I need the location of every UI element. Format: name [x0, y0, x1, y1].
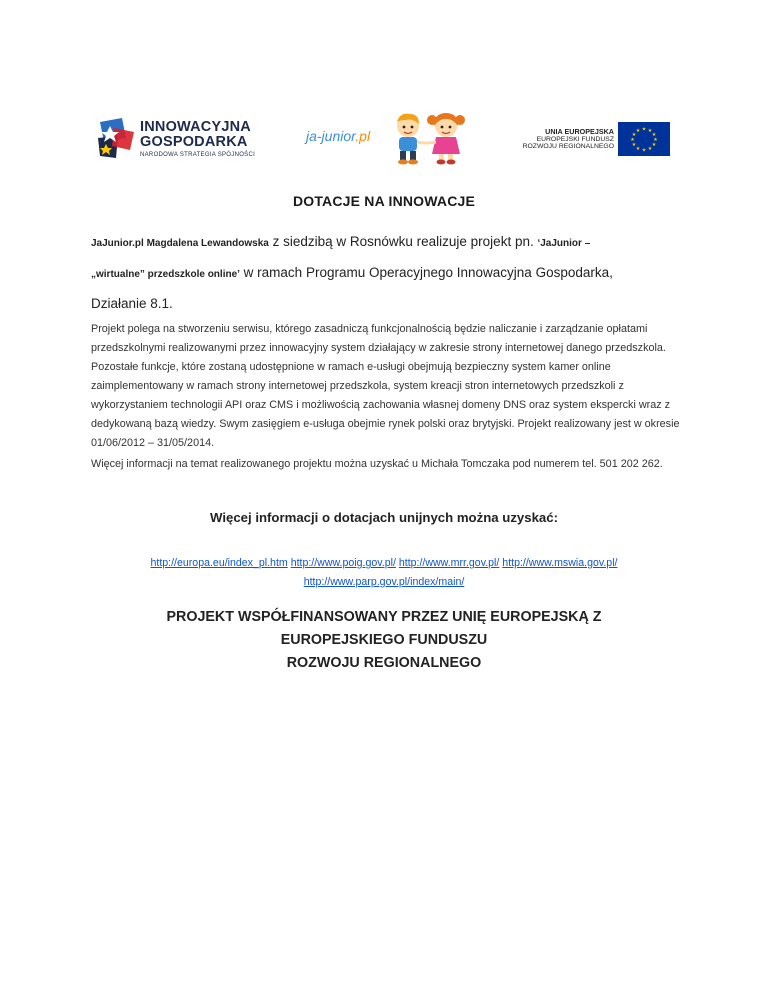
project-name-part-a: ‘JaJunior – [537, 238, 591, 249]
svg-text:★: ★ [647, 128, 653, 134]
project-description: Projekt polega na stworzeniu serwisu, którego zasadniczą funkcjonalnością będzie naliczanie i zarządzanie opłatami przedszkolnymi realizowanymi przez innowacyjny system działający w zakresie strony internetowej danego przedszkola. Pozostałe funkcje, które zostaną udostępnione w ramach e-usługi obejmują bezpieczny system kamer online zaimplementowany w ramach strony internetowej przedszkola, system kreacji stron internetowych przedszkoli z wykorzystaniem technologii API oraz CMS i możliwością zachowania własnej domeny DNS oraz system ekspercki wraz z dedykowaną bazą wiedzy. Swym zasięgiem e-usługa obejmie rynek polski oraz brytyjski. Projekt realizowany jest w okresie 01/06/2012 – 31/05/2014. [91, 323, 680, 449]
intro-paragraph [91, 227, 691, 318]
eu-logo-line3: ROZWOJU REGIONALNEGO [522, 142, 614, 150]
ja-junior-wordmark-domain: .pl [355, 128, 371, 144]
ja-junior-wordmark-main: ja-junior [306, 128, 356, 144]
cofinancing-line1: PROJEKT WSPÓŁFINANSOWANY PRZEZ UNIĘ EUROPEJSKĄ Z [166, 609, 602, 625]
logo-bar [0, 110, 768, 170]
innowacyjna-gospodarka-emblem-icon [96, 116, 138, 160]
link-mswia[interactable]: http://www.mswia.gov.pl/ [502, 557, 618, 569]
company-name: JaJunior.pl Magdalena Lewandowska [91, 238, 269, 249]
svg-text:★: ★ [651, 142, 657, 148]
svg-text:★: ★ [653, 137, 658, 143]
more-info-heading: Więcej informacji o dotacjach unijnych można uzyskać: [210, 510, 558, 525]
intro-text-3: Działanie 8.1. [91, 296, 173, 311]
link-poig[interactable]: http://www.poig.gov.pl/ [290, 557, 396, 569]
svg-text:★: ★ [631, 142, 637, 148]
ja-junior-wordmark [306, 128, 370, 144]
intro-text-1: z siedzibą w Rosnówku realizuje projekt pn. [268, 234, 538, 249]
ja-junior-logo [306, 110, 476, 170]
svg-text:★: ★ [641, 147, 647, 154]
svg-text:★: ★ [641, 126, 647, 133]
eu-logo-line1: UNIA EUROPEJSKA [545, 127, 614, 136]
eu-logo-line2: EUROPEJSKI FUNDUSZ [536, 135, 614, 143]
cofinancing-line2: EUROPEJSKIEGO FUNDUSZU [280, 632, 488, 648]
project-name-part-b: „wirtualne” przedszkole online’ [91, 269, 240, 280]
link-europa[interactable]: http://europa.eu/index_pl.htm [150, 557, 288, 569]
eu-fund-logo [520, 122, 670, 158]
page-title: DOTACJE NA INNOWACJE [292, 193, 476, 209]
intro-text-2: w ramach Programu Operacyjnego Innowacyjna Gospodarka, [239, 265, 613, 280]
ig-logo-line2: GOSPODARKA [140, 133, 248, 150]
svg-text:★: ★ [630, 137, 635, 143]
contact-info: Więcej informacji na temat realizowanego projektu można uzyskać u Michała Tomczaka pod numerem tel. 501 202 262. [91, 458, 663, 470]
svg-text:★: ★ [651, 132, 657, 138]
cofinancing-statement [0, 606, 768, 675]
ig-logo-line1: INNOWACYJNA [140, 119, 251, 135]
svg-text:★: ★ [635, 128, 641, 134]
links-block [0, 554, 768, 592]
link-mrr[interactable]: http://www.mrr.gov.pl/ [398, 557, 500, 569]
eu-flag-icon [618, 122, 670, 156]
link-parp[interactable]: http://www.parp.gov.pl/index/main/ [303, 576, 465, 588]
svg-text:★: ★ [635, 146, 641, 152]
innowacyjna-gospodarka-logo [96, 114, 256, 166]
svg-text:★: ★ [647, 146, 653, 152]
cofinancing-line3: ROZWOJU REGIONALNEGO [286, 655, 482, 671]
svg-text:★: ★ [631, 132, 637, 138]
children-mascot-icon [386, 110, 472, 166]
ig-logo-line3: NARODOWA STRATEGIA SPÓJNOŚCI [140, 152, 256, 158]
